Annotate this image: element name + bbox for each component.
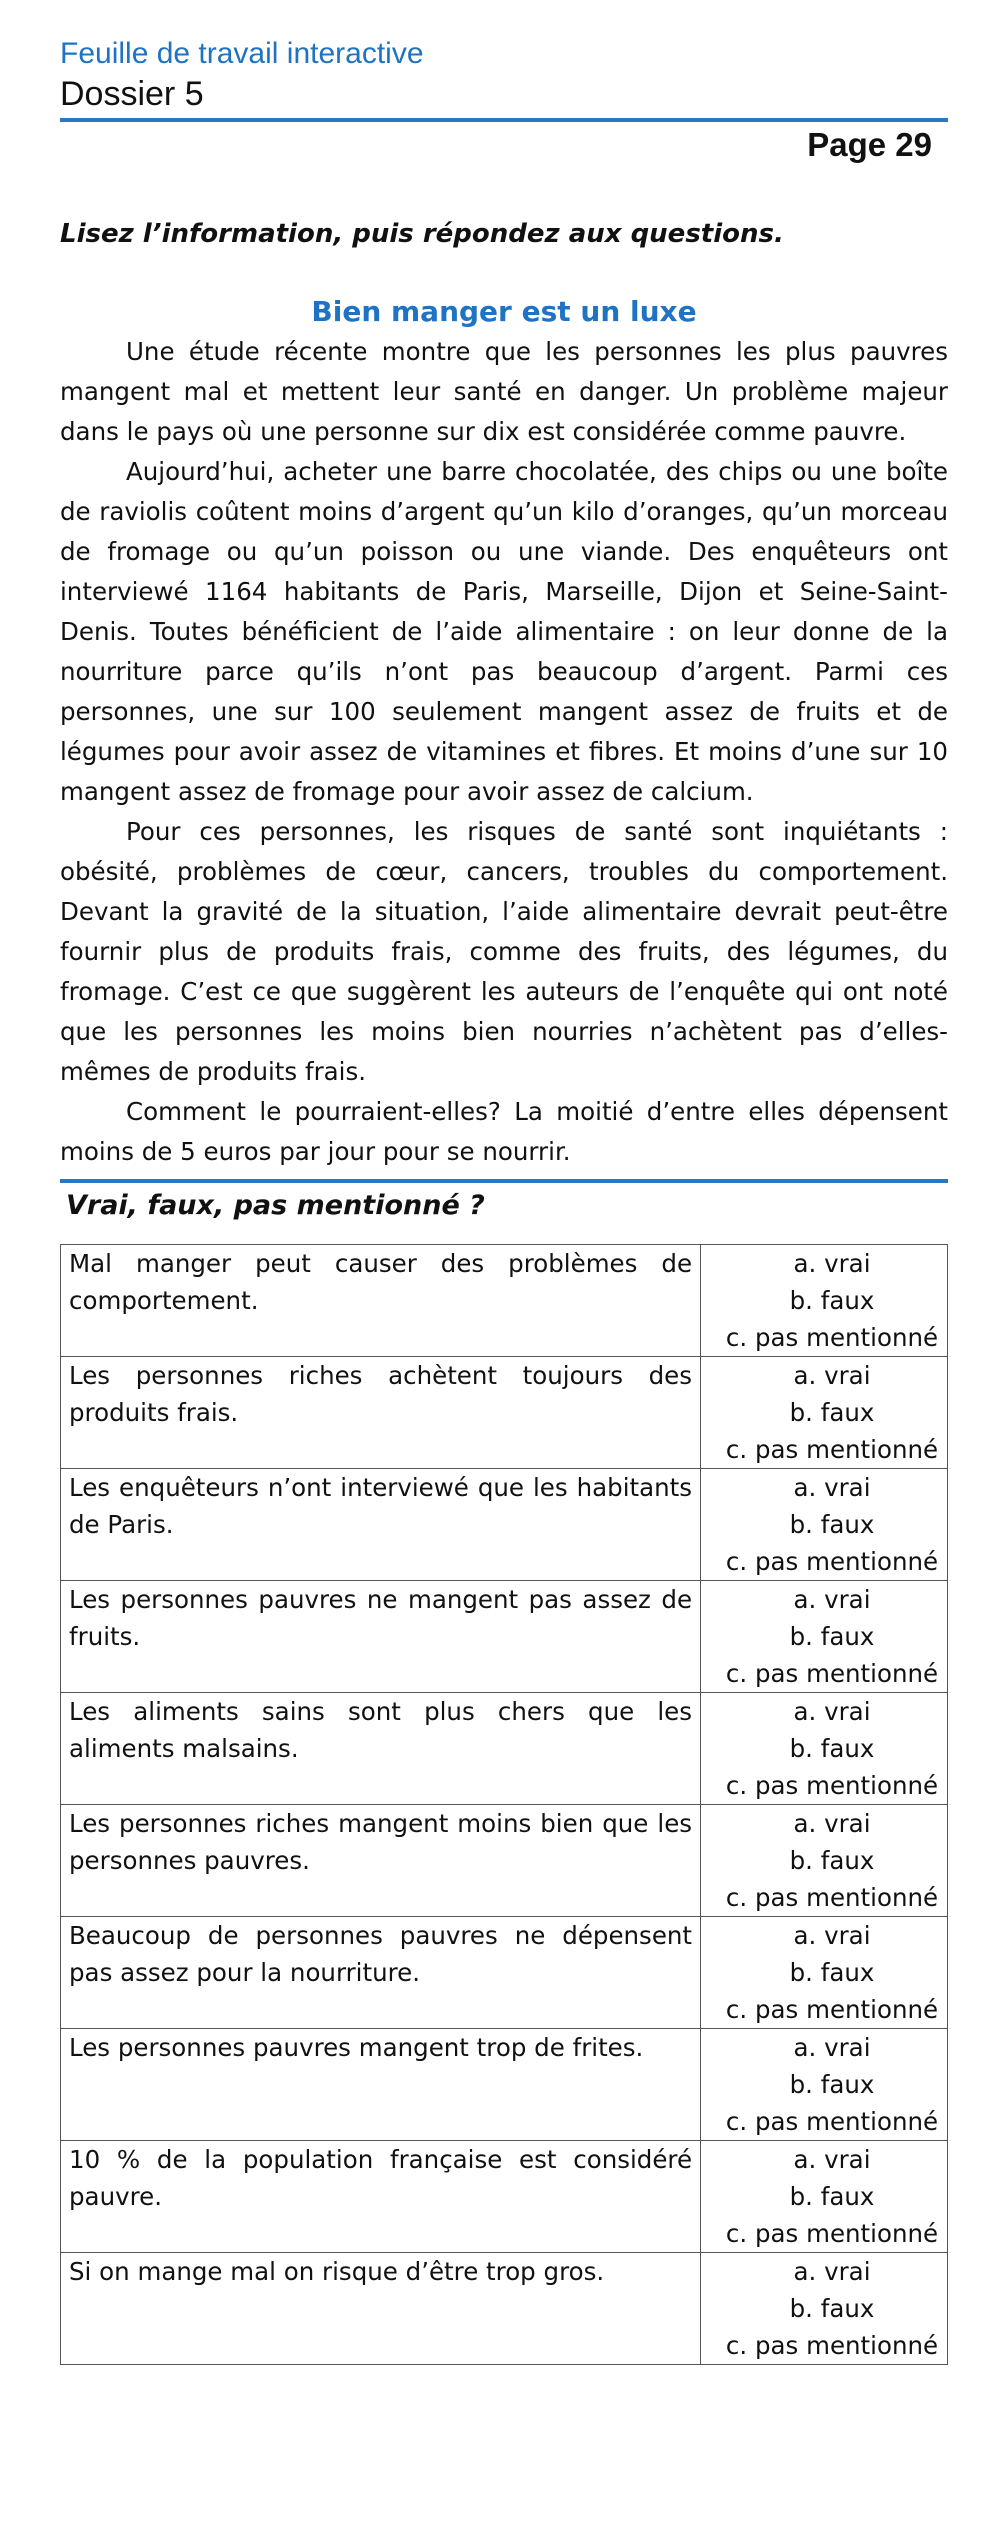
- quiz-option[interactable]: c. pas mentionné: [725, 1435, 939, 1464]
- quiz-options: [701, 2253, 948, 2365]
- article-paragraph: Comment le pourraient-elles? La moitié d’entre elles dépensent moins de 5 euros par jour pour se nourrir.: [60, 1097, 948, 1166]
- article-title: Bien manger est un luxe: [311, 295, 697, 328]
- quiz-options: [701, 1693, 948, 1805]
- quiz-option[interactable]: c. pas mentionné: [725, 2219, 939, 2248]
- quiz-option[interactable]: a. vrai: [793, 1361, 871, 1390]
- quiz-statement: Les aliments sains sont plus chers que les aliments malsains.: [61, 1693, 701, 1805]
- quiz-statement: Si on mange mal on risque d’être trop gros.: [61, 2253, 701, 2365]
- quiz-row: [61, 1917, 948, 2029]
- quiz-option[interactable]: b. faux: [789, 1734, 875, 1763]
- quiz-options: [701, 1581, 948, 1693]
- quiz-option[interactable]: a. vrai: [793, 1473, 871, 1502]
- quiz-option[interactable]: c. pas mentionné: [725, 1771, 939, 1800]
- quiz-options: [701, 2141, 948, 2253]
- quiz-statement: Les enquêteurs n’ont interviewé que les habitants de Paris.: [61, 1469, 701, 1581]
- quiz-row: [61, 1805, 948, 1917]
- page-number: Page 29: [807, 126, 932, 163]
- quiz-option[interactable]: a. vrai: [793, 2145, 871, 2174]
- dossier-label: Dossier 5: [60, 75, 204, 113]
- quiz-option[interactable]: b. faux: [789, 2182, 875, 2211]
- quiz-statement: Les personnes riches achètent toujours des produits frais.: [61, 1357, 701, 1469]
- article-paragraph: Pour ces personnes, les risques de santé sont inquiétants : obésité, problèmes de cœur, cancers, troubles du comportement. Devant la gravité de la situation, l’aide alimentaire devrait peut-être fournir plus de produits frais, comme des fruits, des légumes, du fromage. C’est ce que suggèrent les auteurs de l’enquête qui ont noté que les personnes les moins bien nourries n’achètent pas d’elles-mêmes de produits frais.: [60, 817, 948, 1086]
- quiz-options: [701, 1245, 948, 1357]
- quiz-option[interactable]: a. vrai: [793, 1809, 871, 1838]
- quiz-option[interactable]: c. pas mentionné: [725, 2331, 939, 2360]
- quiz-options: [701, 1357, 948, 1469]
- quiz-options: [701, 1917, 948, 2029]
- quiz-heading: Vrai, faux, pas mentionné ?: [66, 1190, 485, 1221]
- quiz-row: [61, 2029, 948, 2141]
- quiz-option[interactable]: c. pas mentionné: [725, 1995, 939, 2024]
- quiz-row: [61, 1581, 948, 1693]
- quiz-option[interactable]: a. vrai: [793, 1249, 871, 1278]
- quiz-option[interactable]: b. faux: [789, 1846, 875, 1875]
- quiz-option[interactable]: b. faux: [789, 2294, 875, 2323]
- quiz-options: [701, 1469, 948, 1581]
- worksheet-title: Feuille de travail interactive: [60, 37, 424, 70]
- quiz-statement: Beaucoup de personnes pauvres ne dépensent pas assez pour la nourriture.: [61, 1917, 701, 2029]
- quiz-statement: Les personnes pauvres ne mangent pas assez de fruits.: [61, 1581, 701, 1693]
- quiz-option[interactable]: b. faux: [789, 1398, 875, 1427]
- quiz-option[interactable]: b. faux: [789, 1622, 875, 1651]
- quiz-table: [60, 1244, 948, 2365]
- quiz-option[interactable]: c. pas mentionné: [725, 1883, 939, 1912]
- quiz-row: [61, 1469, 948, 1581]
- quiz-statement: Les personnes pauvres mangent trop de frites.: [61, 2029, 701, 2141]
- quiz-option[interactable]: b. faux: [789, 1958, 875, 1987]
- quiz-option[interactable]: a. vrai: [793, 1697, 871, 1726]
- quiz-option[interactable]: a. vrai: [793, 2033, 871, 2062]
- quiz-option[interactable]: b. faux: [789, 1510, 875, 1539]
- article-body: [60, 332, 948, 1172]
- quiz-option[interactable]: a. vrai: [793, 1921, 871, 1950]
- quiz-option[interactable]: a. vrai: [793, 1585, 871, 1614]
- quiz-row: [61, 2253, 948, 2365]
- article-paragraph: Aujourd’hui, acheter une barre chocolatée, des chips ou une boîte de raviolis coûtent moins d’argent qu’un kilo d’oranges, qu’un morceau de fromage ou qu’un poisson ou une viande. Des enquêteurs ont interviewé 1164 habitants de Paris, Marseille, Dijon et Seine-Saint-Denis. Toutes bénéficient de l’aide alimentaire : on leur donne de la nourriture parce qu’ils n’ont pas beaucoup d’argent. Parmi ces personnes, une sur 100 seulement mangent assez de fruits et de légumes pour avoir assez de vitamines et fibres. Et moins d’une sur 10 mangent assez de fromage pour avoir assez de calcium.: [60, 457, 948, 806]
- quiz-option[interactable]: c. pas mentionné: [725, 2107, 939, 2136]
- quiz-options: [701, 2029, 948, 2141]
- section-divider: [60, 1179, 948, 1183]
- quiz-option[interactable]: c. pas mentionné: [725, 1323, 939, 1352]
- quiz-row: [61, 2141, 948, 2253]
- instruction-text: Lisez l’information, puis répondez aux questions.: [60, 219, 784, 249]
- header-divider: [60, 118, 948, 122]
- quiz-options: [701, 1805, 948, 1917]
- quiz-statement: Mal manger peut causer des problèmes de comportement.: [61, 1245, 701, 1357]
- quiz-option[interactable]: b. faux: [789, 1286, 875, 1315]
- article-paragraph: Une étude récente montre que les personnes les plus pauvres mangent mal et mettent leur santé en danger. Un problème majeur dans le pays où une personne sur dix est considérée comme pauvre.: [60, 337, 948, 446]
- quiz-row: [61, 1245, 948, 1357]
- quiz-option[interactable]: c. pas mentionné: [725, 1659, 939, 1688]
- quiz-statement: 10 % de la population française est considéré pauvre.: [61, 2141, 701, 2253]
- quiz-option[interactable]: a. vrai: [793, 2257, 871, 2286]
- quiz-row: [61, 1357, 948, 1469]
- worksheet-header: [60, 34, 948, 114]
- quiz-option[interactable]: c. pas mentionné: [725, 1547, 939, 1576]
- quiz-option[interactable]: b. faux: [789, 2070, 875, 2099]
- quiz-row: [61, 1693, 948, 1805]
- quiz-statement: Les personnes riches mangent moins bien que les personnes pauvres.: [61, 1805, 701, 1917]
